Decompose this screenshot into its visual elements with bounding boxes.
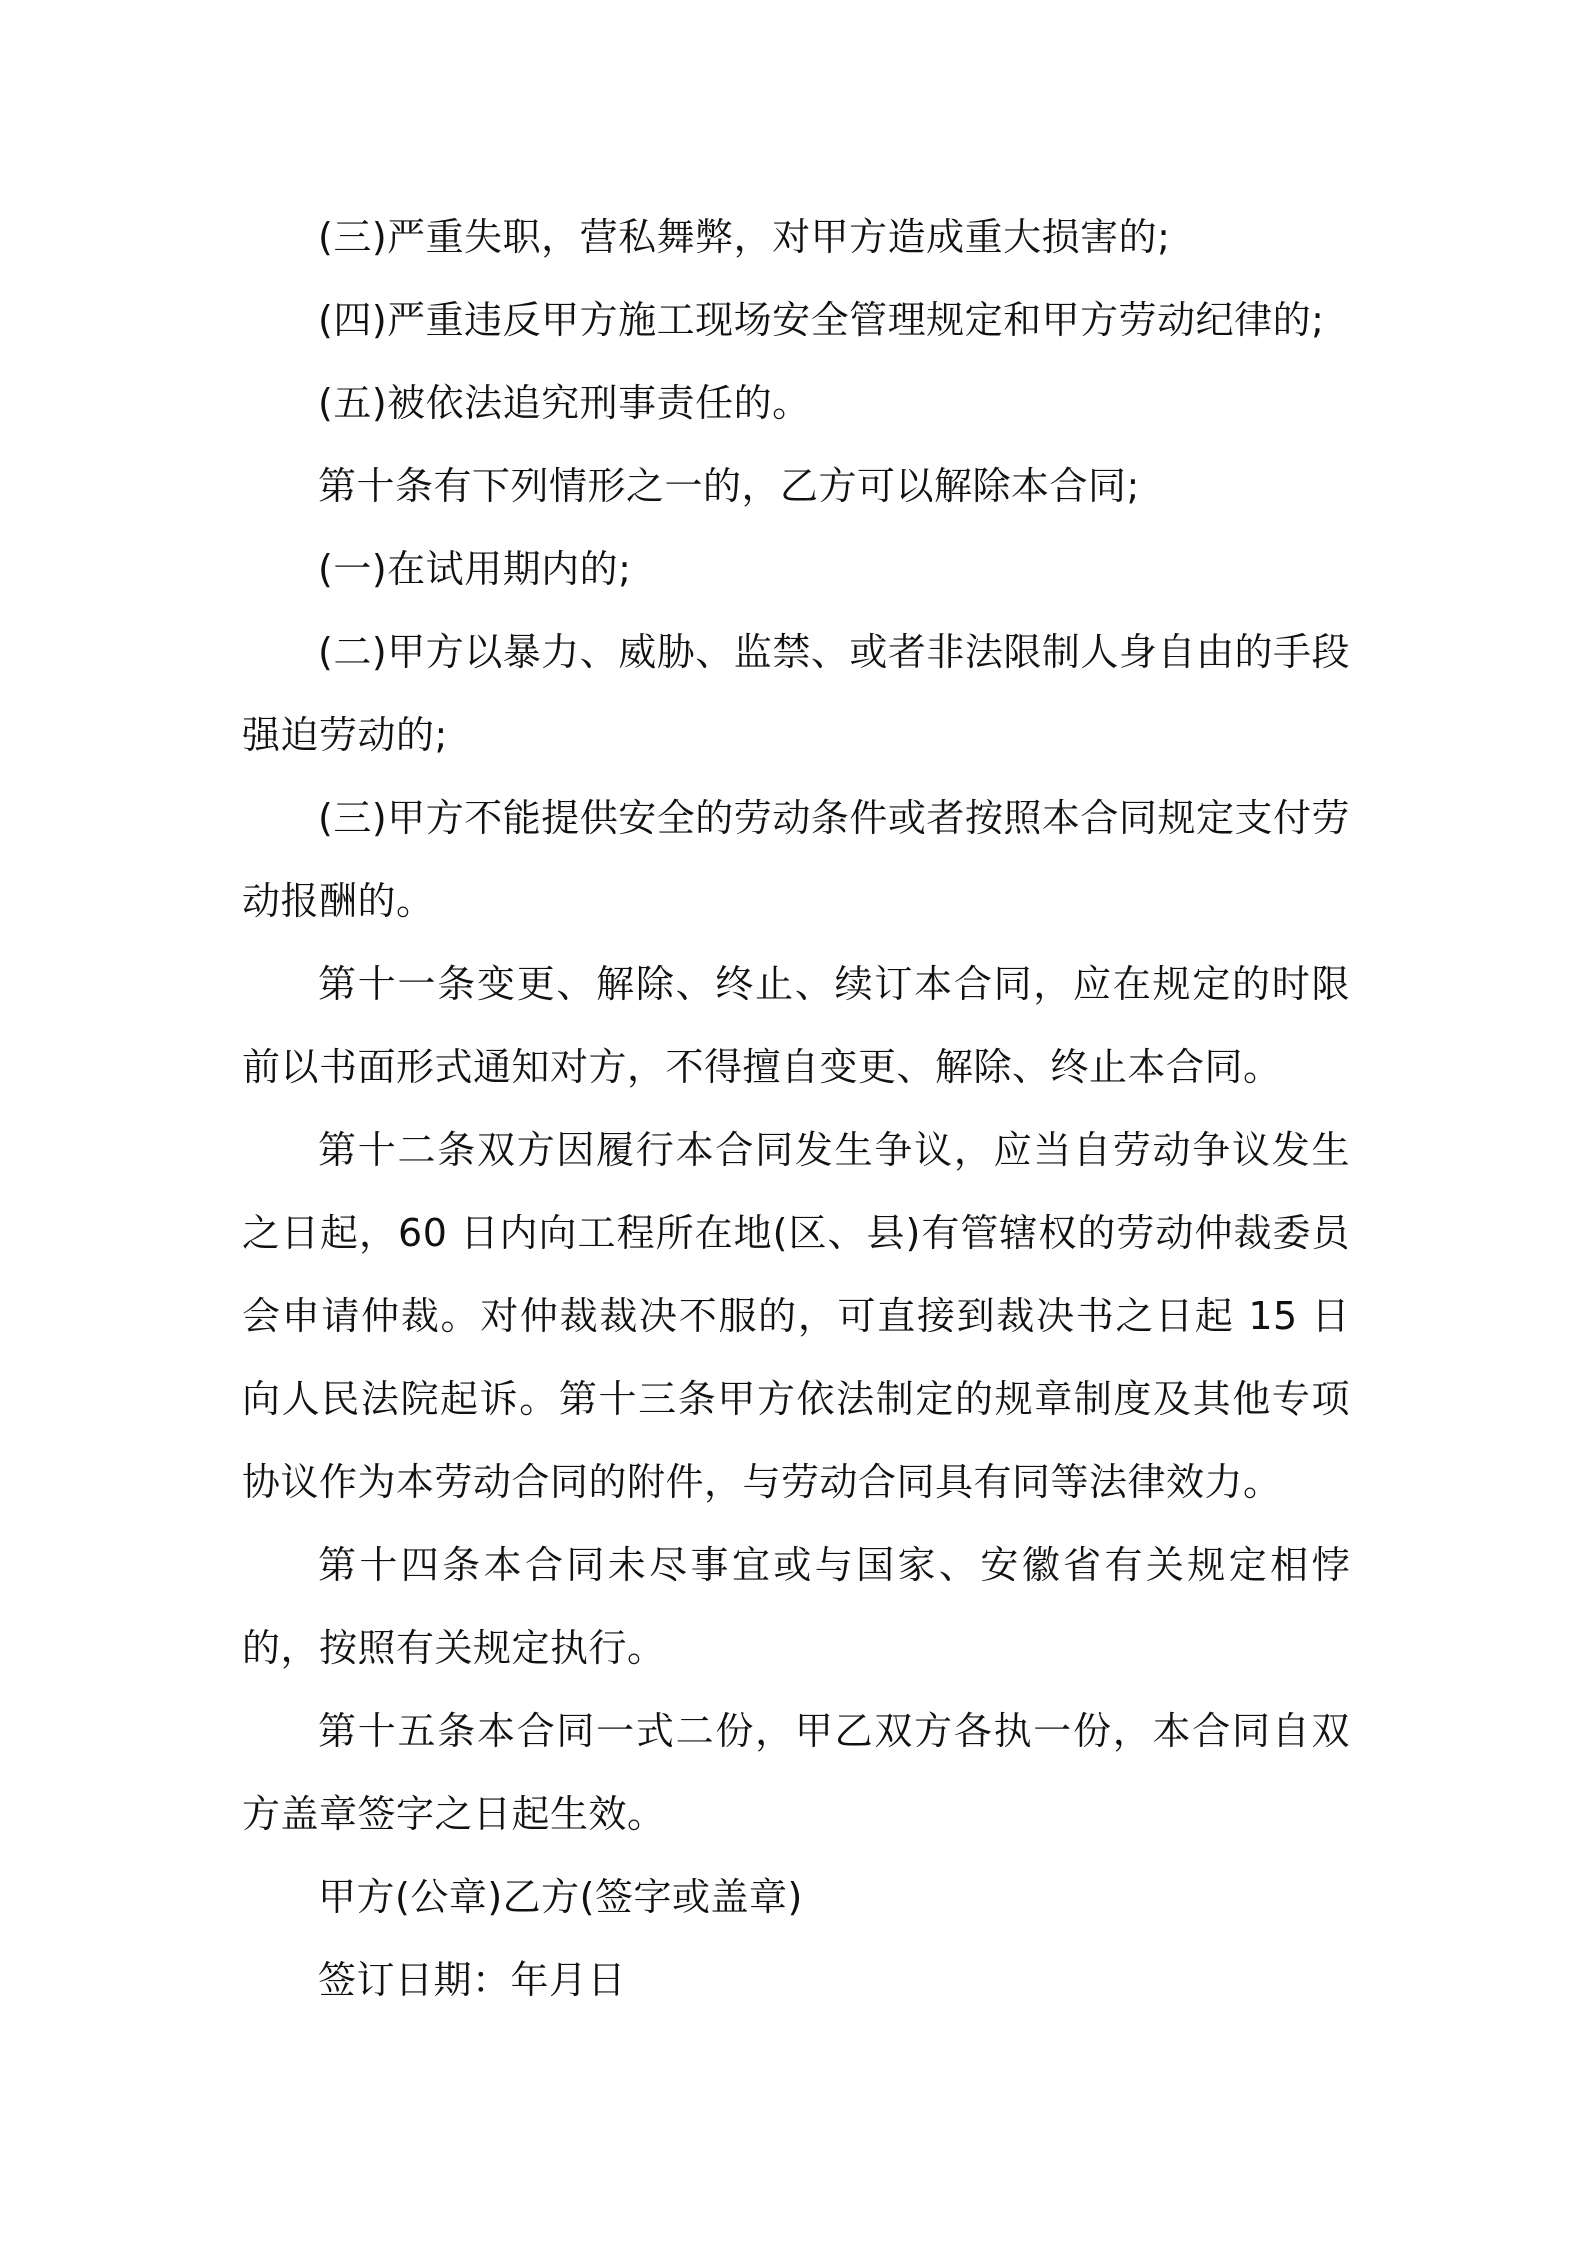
paragraph-clause-10: 第十条有下列情形之一的，乙方可以解除本合同; <box>318 464 1140 508</box>
signing-date-line: 签订日期：年月日 <box>318 1958 627 2002</box>
paragraph-clause-12-13: 第十二条双方因履行本合同发生争议，应当自劳动争议发生之日起，60 日内向工程所在地(区、县)有管辖权的劳动仲裁委员会申请仲裁。对仲裁裁决不服的，可直接到裁决书之日起 15 日向人民法院起诉。第十三条甲方依法制定的规章制度及其他专项协议作为本劳动合同的附件，与劳动合同具有同等法律效力。 <box>242 1128 1350 1504</box>
paragraph-clause-9-item-3: (三)严重失职，营私舞弊，对甲方造成重大损害的; <box>318 215 1171 259</box>
paragraph-clause-10-item-2: (二)甲方以暴力、威胁、监禁、或者非法限制人身自由的手段强迫劳动的; <box>242 630 1350 757</box>
paragraph-clause-14: 第十四条本合同未尽事宜或与国家、安徽省有关规定相悖的，按照有关规定执行。 <box>242 1543 1350 1670</box>
paragraph-clause-10-item-3: (三)甲方不能提供安全的劳动条件或者按照本合同规定支付劳动报酬的。 <box>242 796 1350 923</box>
paragraph-clause-11: 第十一条变更、解除、终止、续订本合同，应在规定的时限前以书面形式通知对方，不得擅自变更、解除、终止本合同。 <box>242 962 1350 1089</box>
paragraph-clause-9-item-4: (四)严重违反甲方施工现场安全管理规定和甲方劳动纪律的; <box>318 298 1325 342</box>
paragraph-clause-10-item-1: (一)在试用期内的; <box>318 547 632 591</box>
paragraph-clause-9-item-5: (五)被依法追究刑事责任的。 <box>318 381 811 425</box>
signature-parties-line: 甲方(公章)乙方(签字或盖章) <box>318 1875 803 1919</box>
document-body <box>242 196 1350 2022</box>
paragraph-clause-15: 第十五条本合同一式二份，甲乙双方各执一份，本合同自双方盖章签字之日起生效。 <box>242 1709 1350 1836</box>
